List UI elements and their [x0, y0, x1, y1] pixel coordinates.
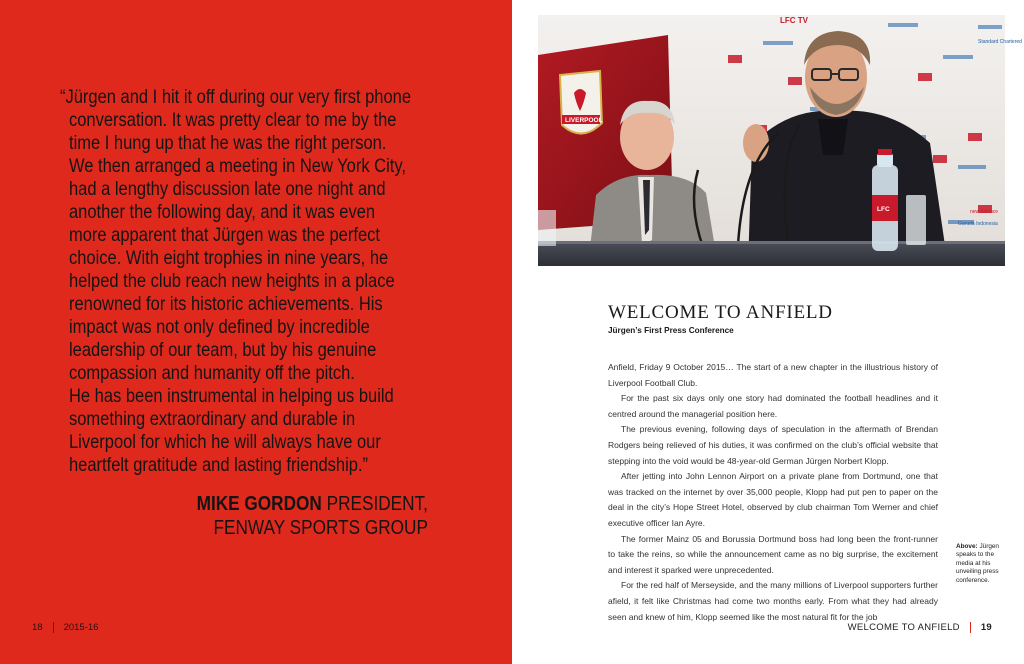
quote-line: helped the club reach new heights in a place	[69, 271, 395, 292]
liverbird-crest	[560, 71, 603, 134]
quote-line: had a lengthy discussion late one night and	[69, 179, 386, 200]
quote-line: impact was not only defined by incredible	[69, 317, 370, 338]
water-glass	[538, 210, 556, 246]
quote-line: choice. With eight trophies in nine years, he	[69, 248, 389, 269]
quote-line: conversation. It was pretty clear to me by the	[69, 110, 397, 131]
lfctv-logo-text: LFC TV	[780, 16, 808, 25]
bottle-label: LFC	[877, 206, 890, 213]
attribution-role: PRESIDENT,	[321, 493, 428, 515]
quote-line: something extraordinary and durable in	[69, 409, 356, 430]
running-title: WELCOME TO ANFIELD	[847, 622, 960, 633]
attribution-name: MIKE GORDON	[196, 493, 322, 515]
right-page	[512, 0, 1024, 664]
article-title: WELCOME TO ANFIELD	[608, 302, 833, 323]
water-glass	[906, 195, 926, 245]
press-conference-photo	[538, 15, 1022, 266]
body-paragraph: For the past six days only one story had dominated the football headlines and it centred around the managerial position here.	[608, 393, 938, 419]
page-number: 18	[32, 622, 43, 633]
quote-attribution	[159, 492, 428, 540]
quote-line: more apparent that Jürgen was the perfect	[69, 225, 380, 246]
quote-line: compassion and humanity off the pitch.	[69, 363, 355, 384]
crest-club-name: LIVERPOOL	[565, 117, 603, 124]
body-paragraph: Anfield, Friday 9 October 2015… The start of a new chapter in the illustrious history of Liverpool Football Club.	[608, 362, 938, 388]
quote-line: We then arranged a meeting in New York City,	[69, 156, 406, 177]
quote-line: Liverpool for which he will always have our	[69, 432, 381, 453]
pull-quote	[60, 86, 440, 477]
sponsor-text: Standard Chartered	[978, 39, 1022, 45]
caption-text: Jürgen speaks to the media at his unveiling press conference.	[956, 543, 999, 584]
quote-line: He has been instrumental in helping us build	[69, 386, 394, 407]
body-paragraph: After jetting into John Lennon Airport on a private plane from Dortmund, one that was tracked on the internet by over 35,000 people, Klopp had put pen to paper on the deal in the city’s Hope Street Hotel, observed by club chairman Tom Werner and chief executive officer Ian Ayre.	[608, 471, 938, 528]
quote-line: renowned for its historic achievements. His	[69, 294, 383, 315]
quote-line: another the following day, and it was even	[69, 202, 376, 223]
quote-line: time I hung up that he was the right person.	[69, 133, 387, 154]
press-table	[538, 243, 1005, 266]
quote-line: leadership of our team, but by his genuine	[69, 340, 377, 361]
article-body	[608, 360, 938, 625]
attribution-organisation: FENWAY SPORTS GROUP	[213, 517, 428, 539]
page-number: 19	[980, 622, 992, 633]
body-paragraph: The previous evening, following days of speculation in the aftermath of Brendan Rodgers being relieved of his duties, it was confirmed on the club’s official website that stepping into the void would be 48-year-old German Jürgen Norbert Klopp.	[608, 424, 938, 466]
section-label: 2015-16	[63, 622, 99, 633]
photo-illustration	[538, 15, 1022, 266]
sponsor-text: Garuda Indonesia	[958, 221, 998, 227]
photo-caption	[956, 543, 1012, 585]
quote-line: “Jürgen and I hit it off during our very first phone	[60, 87, 412, 108]
body-paragraph: The former Mainz 05 and Borussia Dortmund boss had long been the front-runner to take the reins, so while the announcement came as no big surprise, the excitement and interest it sparked were unprecedented.	[608, 533, 938, 575]
left-page-footer	[32, 622, 98, 633]
article-subtitle: Jürgen’s First Press Conference	[608, 326, 734, 335]
sponsor-text: new balance	[970, 209, 999, 215]
footer-divider	[970, 622, 971, 633]
caption-label: Above:	[956, 543, 978, 550]
right-page-footer	[848, 622, 992, 633]
quote-line: heartfelt gratitude and lasting friendship.”	[69, 455, 369, 476]
body-paragraph: For the red half of Merseyside, and the many millions of Liverpool supporters further afield, it felt like Christmas had come two months early. From what they had already seen and knew of him, Klopp seemed like the most natural fit for the job	[608, 580, 938, 622]
footer-divider	[53, 622, 54, 633]
